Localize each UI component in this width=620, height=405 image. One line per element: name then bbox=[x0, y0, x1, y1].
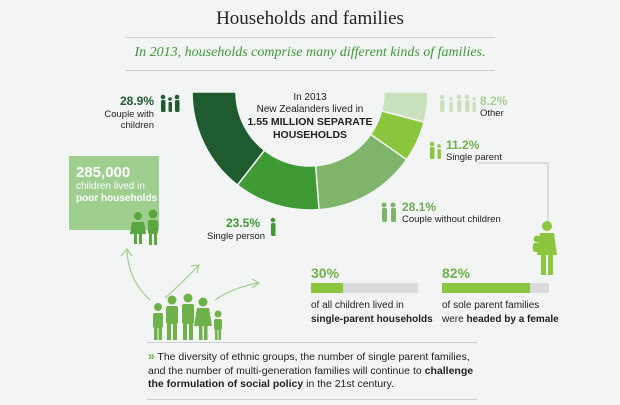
footer-text-1: The diversity of ethnic groups, the number of single parent families, and the number of multi-generation families will continue to bbox=[148, 351, 470, 377]
label-other: Other bbox=[480, 108, 504, 119]
footer-bold: challenge the formulation of social policy bbox=[148, 364, 474, 390]
value-label-single-parent: 11.2% bbox=[446, 138, 480, 152]
footer-text bbox=[148, 350, 478, 392]
center-line-3: 1.55 MILLION SEPARATE bbox=[247, 116, 373, 128]
stat-female-headed-line-1: of sole parent families bbox=[442, 300, 540, 311]
center-line-1: In 2013 bbox=[293, 92, 327, 103]
value-label-single-person: 23.5% bbox=[226, 216, 261, 230]
page-subtitle: In 2013, households comprise many different kinds of families. bbox=[134, 45, 486, 60]
footer-rule-bottom bbox=[147, 399, 477, 400]
stat-single-parent-line-2: single-parent households bbox=[311, 314, 433, 325]
value-label-couple-without-children: 28.1% bbox=[402, 200, 437, 214]
label-couple-with-children: Couple with children bbox=[104, 109, 154, 131]
center-line-2: New Zealanders lived in bbox=[256, 104, 364, 115]
stat-single-parent-bar-fill bbox=[311, 283, 343, 293]
stat-female-headed-line-2-pre: were bbox=[442, 314, 467, 325]
stat-female-headed-line-2 bbox=[442, 314, 559, 325]
stat-single-parent-line-1: of all children lived in bbox=[311, 300, 404, 311]
page-title: Households and families bbox=[216, 8, 404, 29]
double-arrow-icon: » bbox=[148, 349, 155, 363]
stat-single-parent-value: 30% bbox=[311, 265, 340, 281]
label-couple-without-children: Couple without children bbox=[402, 214, 501, 225]
stat-female-headed-value: 82% bbox=[442, 265, 471, 281]
value-label-other: 8.2% bbox=[480, 94, 508, 108]
center-line-4: HOUSEHOLDS bbox=[272, 129, 348, 141]
stat-single-parent-bar-track bbox=[311, 283, 418, 293]
footer-rule-top bbox=[147, 342, 477, 343]
poor-children-value: 285,000 bbox=[76, 164, 131, 181]
poor-line-1: children lived in bbox=[76, 181, 145, 192]
label-single-parent: Single parent bbox=[446, 152, 502, 163]
stat-female-headed-bar-fill bbox=[442, 283, 530, 293]
stat-female-headed-bar-track bbox=[442, 283, 549, 293]
label-single-person: Single person bbox=[207, 231, 266, 242]
stat-female-headed-line-2-bold: headed by a female bbox=[466, 314, 559, 325]
poor-line-2: poor households bbox=[76, 193, 158, 204]
value-label-couple-with-children: 28.9% bbox=[120, 94, 155, 108]
footer-text-2: in the 21st century. bbox=[303, 378, 395, 390]
